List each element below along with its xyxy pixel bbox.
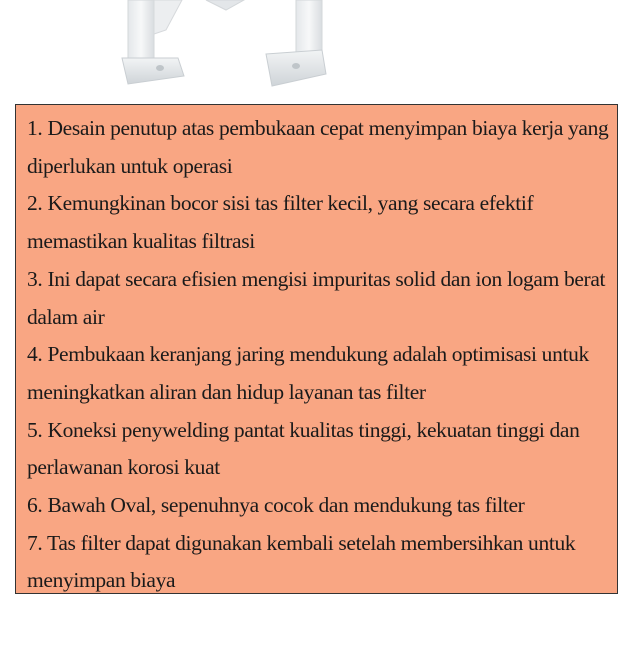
feature-item: 5. Koneksi penywelding pantat kualitas tinggi, kekuatan tinggi dan perlawanan korosi kuat xyxy=(27,417,580,480)
filter-housing-legs-image xyxy=(0,0,640,98)
features-list xyxy=(27,110,617,600)
feature-item: 3. Ini dapat secara efisien mengisi impuritas solid dan ion logam berat dalam air xyxy=(27,266,606,329)
feature-item: 2. Kemungkinan bocor sisi tas filter kecil, yang secara efektif memastikan kualitas filtrasi xyxy=(27,191,534,254)
feature-item: 6. Bawah Oval, sepenuhnya cocok dan mendukung tas filter xyxy=(27,493,525,518)
features-box xyxy=(15,104,618,594)
feature-item: 4. Pembukaan keranjang jaring mendukung adalah optimisasi untuk meningkatkan aliran dan hidup layanan tas filter xyxy=(27,342,589,404)
feature-item: 7. Tas filter dapat digunakan kembali setelah membersihkan untuk menyimpan biaya xyxy=(27,530,576,593)
feature-item: 1. Desain penutup atas pembukaan cepat menyimpan biaya kerja yang diperlukan untuk operasi xyxy=(27,116,609,178)
